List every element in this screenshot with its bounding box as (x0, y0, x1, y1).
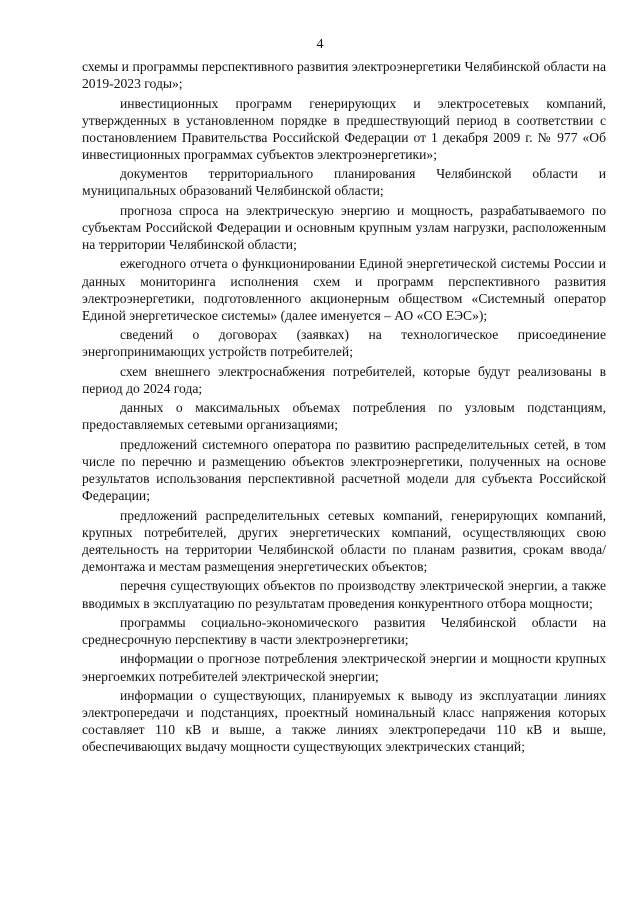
paragraph: информации о прогнозе потребления электрической энергии и мощности крупных энергоемких потребителей электрической энергии; (82, 651, 606, 684)
paragraph: перечня существующих объектов по производству электрической энергии, а также вводимых в эксплуатацию по результатам проведения конкурентного отбора мощности; (82, 578, 606, 611)
paragraph: схемы и программы перспективного развития электроэнергетики Челябинской области на 2019-2023 годы»; (82, 59, 606, 92)
page-number: 4 (316, 37, 324, 52)
paragraph: инвестиционных программ генерирующих и электросетевых компаний, утвержденных в установленном порядке в предшествующий период в соответствии с постановлением Правительства Российской Федерации от 1 декабря 2009 г. № 977 «Об инвестиционных программах субъектов электроэнергетики»; (82, 95, 606, 162)
paragraph: документов территориального планирования Челябинской области и муниципальных образований Челябинской области; (82, 166, 606, 199)
paragraph: программы социально-экономического развития Челябинской области на среднесрочную перспективу в части электроэнергетики; (82, 614, 606, 648)
paragraph: сведений о договорах (заявках) на технологическое присоединение энергопринимающих устройств потребителей; (82, 327, 606, 360)
document-body (82, 58, 606, 758)
paragraph: информации о существующих, планируемых к выводу из эксплуатации линиях электропередачи и подстанциях, проектный номинальный класс напряжения которых составляет 110 кВ и выше, а также линиях электропередачи 110 кВ и выше, обеспечивающих выдачу мощности существующих электрических станций; (82, 687, 606, 755)
paragraph: схем внешнего электроснабжения потребителей, которые будут реализованы в период до 2024 года; (82, 363, 606, 396)
paragraph: предложений системного оператора по развитию распределительных сетей, в том числе по перечню и размещению объектов электроэнергетики, полученных на основе результатов использования перспективной расчетной модели для субъекта Российской Федерации; (82, 436, 606, 504)
paragraph: ежегодного отчета о функционировании Единой энергетической системы России и данных мониторинга исполнения схем и программ перспективного развития электроэнергетики, подготовленного акционерным обществом «Системный оператор Единой энергетическое системы» (далее именуется – АО «СО ЕЭС»); (82, 256, 606, 323)
paragraph: данных о максимальных объемах потребления по узловым подстанциям, предоставляемых сетевыми организациями; (82, 400, 606, 433)
paragraph: предложений распределительных сетевых компаний, генерирующих компаний, крупных потребителей, других энергетических компаний, осуществляющих свою деятельность на территории Челябинской области по планам развития, срокам ввода/демонтажа и местам размещения энергетических объектов; (82, 507, 606, 575)
paragraph: прогноза спроса на электрическую энергию и мощность, разрабатываемого по субъектам Российской Федерации и основным крупным узлам нагрузки, расположенным на территории Челябинской области; (82, 202, 606, 253)
